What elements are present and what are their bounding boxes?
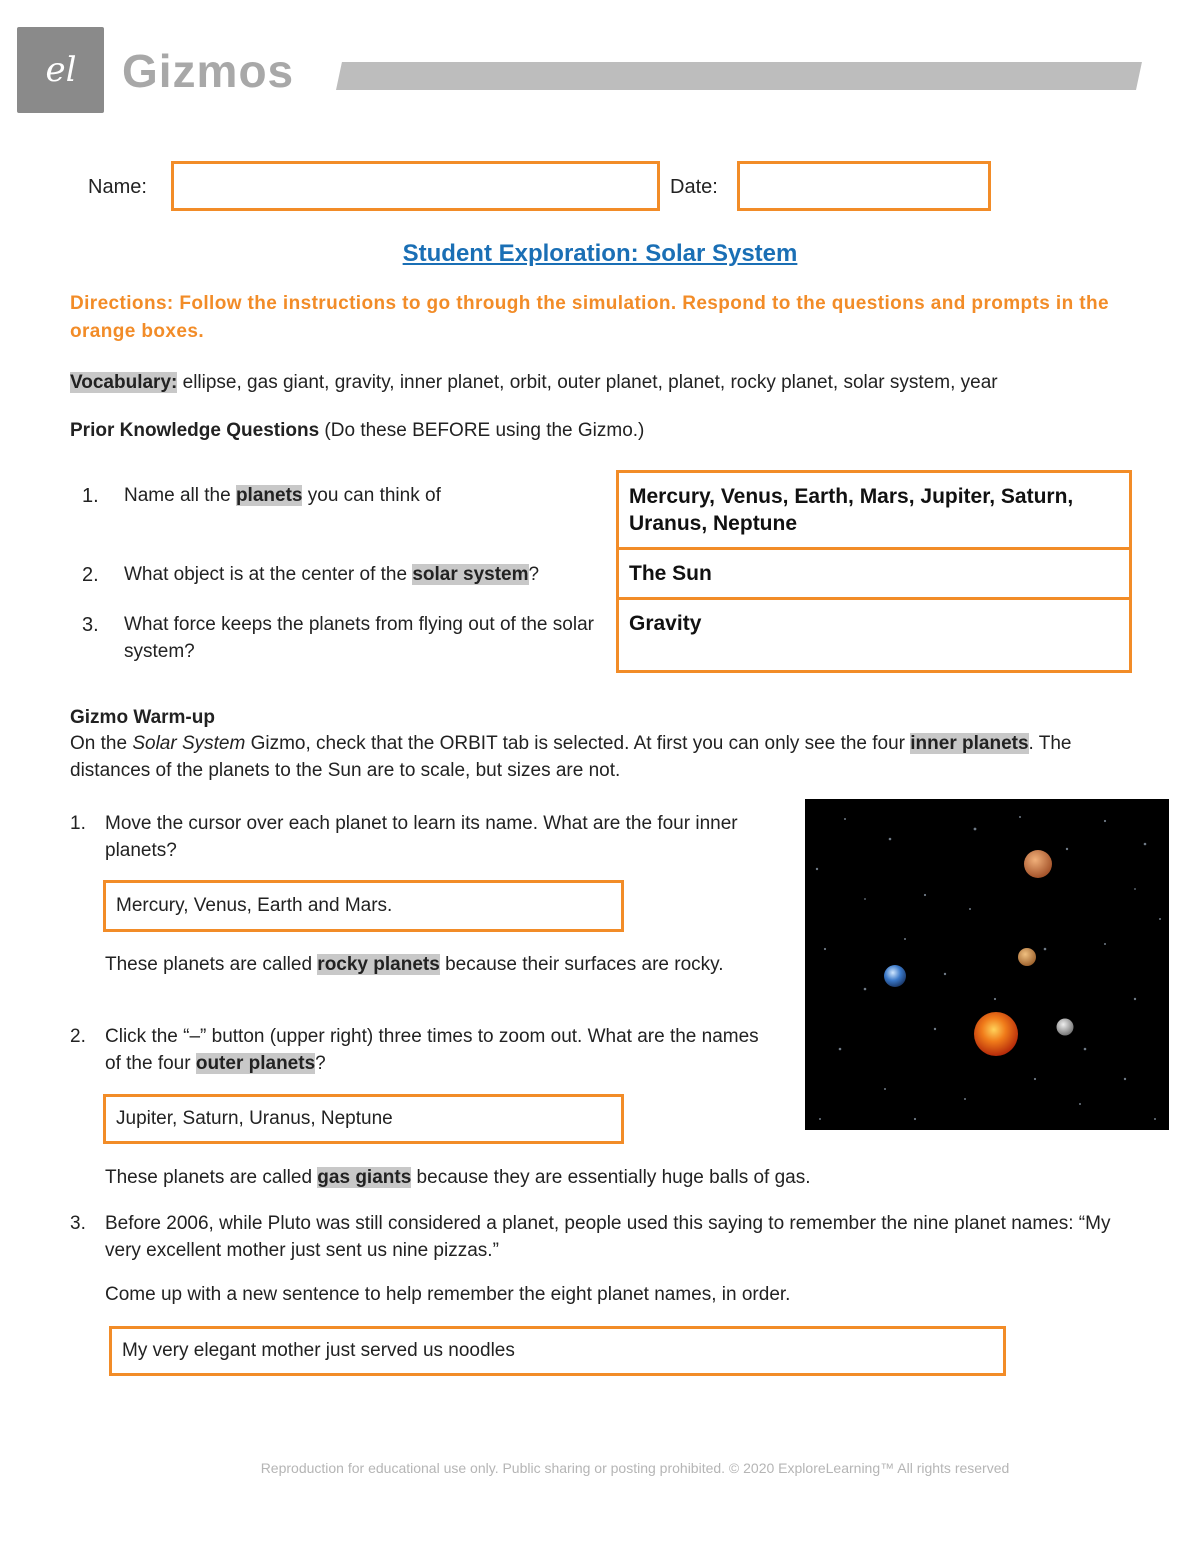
item-question: Move the cursor over each planet to learn its name. What are the four inner planets? bbox=[105, 813, 738, 861]
answer-box[interactable] bbox=[103, 880, 624, 932]
warmup-intro: On the Solar System Gizmo, check that the ORBIT tab is selected. At first you can only see the four inner planets. The distances of the planets to the Sun are to scale, but sizes are not. bbox=[70, 733, 1072, 781]
answer-text: Mercury, Venus, Earth, Mars, Jupiter, Saturn, Uranus, Neptune bbox=[629, 485, 1074, 535]
answer-text: Mercury, Venus, Earth and Mars. bbox=[116, 895, 393, 916]
item-prompt: Come up with a new sentence to help remember the eight planet names, in order. bbox=[105, 1284, 791, 1305]
vocab-term: inner planets bbox=[910, 733, 1029, 754]
answer-cell[interactable] bbox=[619, 550, 1129, 600]
earth-icon bbox=[884, 965, 906, 987]
vocabulary-terms: ellipse, gas giant, gravity, inner planet, orbit, outer planet, planet, rocky planet, solar system, year bbox=[177, 372, 998, 393]
answer-text: Gravity bbox=[629, 612, 702, 635]
vocab-term: solar system bbox=[412, 564, 529, 585]
vocab-term: gas giants bbox=[317, 1167, 412, 1188]
item-number: 1. bbox=[70, 813, 86, 834]
logo-icon bbox=[31, 45, 91, 95]
sun-icon bbox=[974, 1012, 1018, 1056]
question-text: What force keeps the planets from flying out of the solar system? bbox=[124, 614, 594, 662]
question-text: What object is at the center of the solar system? bbox=[124, 564, 540, 585]
header-bar bbox=[336, 62, 1142, 90]
answer-cell[interactable] bbox=[619, 600, 1129, 670]
page-title: Student Exploration: Solar System bbox=[402, 240, 798, 267]
answer-text: Jupiter, Saturn, Uranus, Neptune bbox=[116, 1108, 393, 1129]
directions-text: Directions: Follow the instructions to go through the simulation. Respond to the questions and prompts in the orange boxes. bbox=[70, 293, 1109, 342]
vocab-term: planets bbox=[235, 485, 303, 506]
svg-text:el: el bbox=[45, 50, 76, 90]
item-number: 2. bbox=[70, 1026, 86, 1047]
question-number: 1. bbox=[82, 485, 99, 507]
answer-text: The Sun bbox=[629, 562, 712, 585]
item-question: Click the “–” button (upper right) three times to zoom out. What are the names of the four outer planets? bbox=[105, 1026, 759, 1074]
name-label: Name: bbox=[88, 176, 147, 198]
solar-system-image bbox=[805, 799, 1169, 1130]
question-number: 3. bbox=[82, 614, 99, 636]
gizmos-logo bbox=[17, 27, 104, 113]
vocab-term: outer planets bbox=[195, 1053, 316, 1074]
question-text: Name all the planets you can think of bbox=[124, 485, 441, 506]
mars-icon bbox=[1024, 850, 1052, 878]
vocabulary-label: Vocabulary: bbox=[70, 372, 178, 393]
venus-icon bbox=[1018, 948, 1036, 966]
item-question: Before 2006, while Pluto was still considered a planet, people used this saying to remember the nine planet names: “My very excellent mother just sent us nine pizzas.” bbox=[105, 1213, 1111, 1261]
warmup-heading: Gizmo Warm-up bbox=[70, 707, 215, 728]
vocabulary-line bbox=[70, 369, 1150, 396]
answer-text: My very elegant mother just served us noodles bbox=[122, 1340, 515, 1361]
date-label: Date: bbox=[670, 176, 718, 198]
question-number: 2. bbox=[82, 564, 99, 586]
item-number: 3. bbox=[70, 1213, 86, 1234]
footer-copyright: Reproduction for educational use only. Public sharing or posting prohibited. © 2020 ExploreLearning™ All rights reserved bbox=[260, 1460, 1010, 1476]
item-followup: These planets are called rocky planets because their surfaces are rocky. bbox=[105, 954, 724, 975]
item-followup: These planets are called gas giants because they are essentially huge balls of gas. bbox=[105, 1167, 811, 1188]
name-field[interactable] bbox=[171, 161, 660, 211]
prior-knowledge-heading: Prior Knowledge Questions (Do these BEFORE using the Gizmo.) bbox=[70, 420, 645, 441]
date-field[interactable] bbox=[737, 161, 991, 211]
answer-box[interactable] bbox=[109, 1326, 1006, 1376]
answer-box[interactable] bbox=[103, 1094, 624, 1144]
mercury-icon bbox=[1057, 1019, 1074, 1036]
vocab-term: rocky planets bbox=[317, 954, 440, 975]
prior-knowledge-answers bbox=[616, 470, 1132, 673]
brand-name: Gizmos bbox=[122, 45, 295, 97]
answer-cell[interactable] bbox=[619, 473, 1129, 550]
